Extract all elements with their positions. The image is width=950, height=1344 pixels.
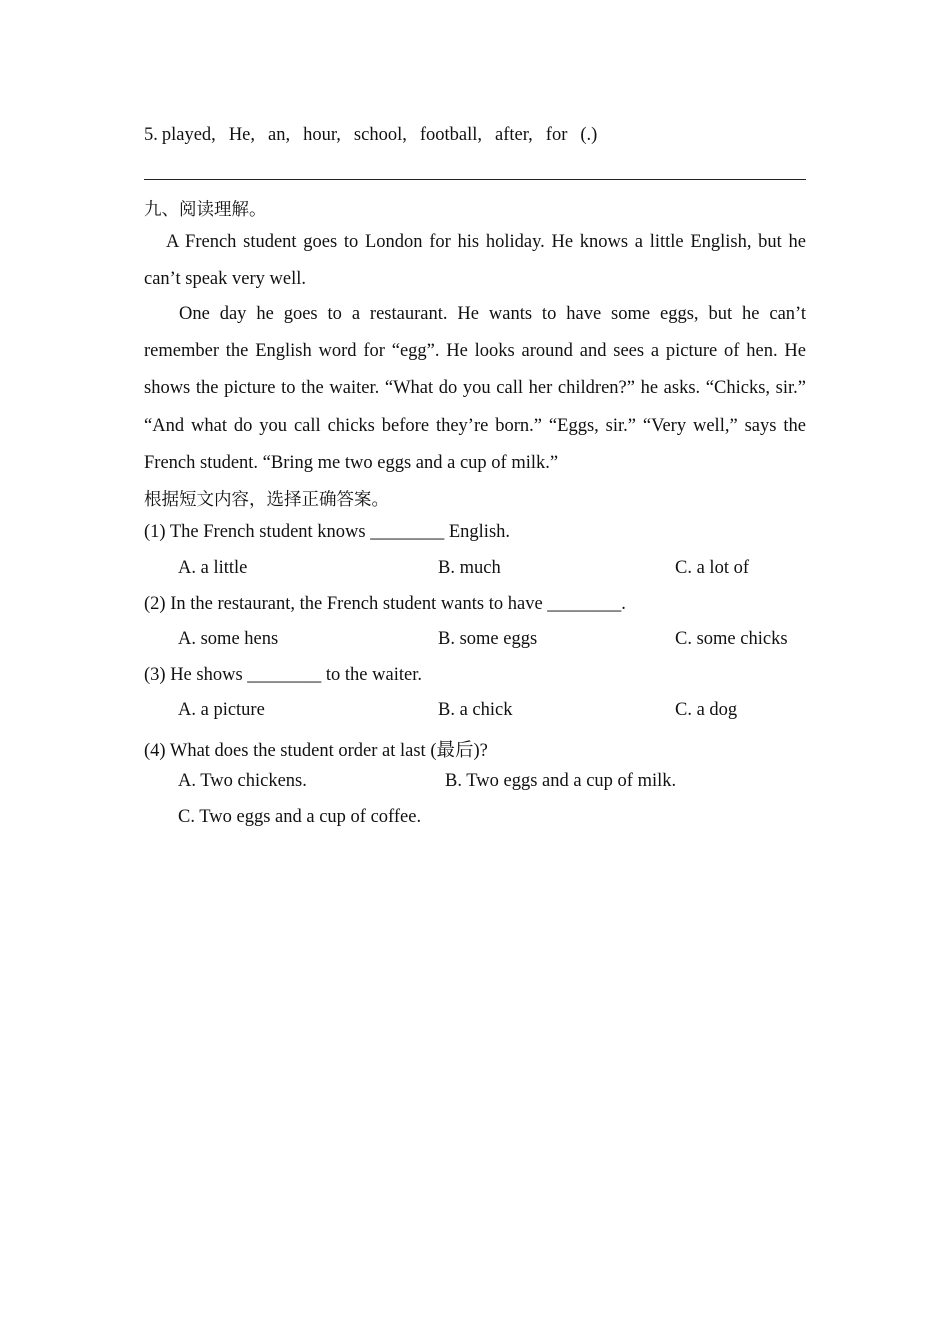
question-stem: (3) He shows ________ to the waiter. <box>144 665 422 685</box>
option-b: B. some eggs <box>438 629 538 649</box>
scramble-word: played, <box>161 125 216 145</box>
scramble-word: for <box>545 125 568 145</box>
scramble-word: after, <box>495 125 533 145</box>
option-c: C. Two eggs and a cup of coffee. <box>178 807 422 827</box>
question-stem: (1) The French student knows ________ English. <box>144 522 511 542</box>
word-scramble-question <box>144 125 610 146</box>
option-a: A. a little <box>178 558 248 578</box>
section-title: 九、阅读理解。 <box>144 200 267 220</box>
scramble-word: football, <box>419 125 483 145</box>
option-c: C. some chicks <box>675 629 788 649</box>
question-stem: (2) In the restaurant, the French student wants to have ________. <box>144 594 626 614</box>
option-a: A. Two chickens. <box>178 771 307 791</box>
scramble-word: (.) <box>580 125 598 145</box>
question-stem: (4) What does the student order at last (最后)? <box>144 741 488 761</box>
worksheet-page <box>144 0 806 1344</box>
option-c: C. a dog <box>675 700 738 720</box>
scramble-word: He, <box>228 125 256 145</box>
question-number: 5. <box>144 125 158 145</box>
passage-paragraph-1: A French student goes to London for his holiday. He knows a little English, but he can’t speak very well. <box>144 232 806 290</box>
scramble-word: hour, <box>303 125 341 145</box>
instruction: 根据短文内容，选择正确答案。 <box>144 490 389 510</box>
scramble-word: an, <box>268 125 291 145</box>
option-b: B. Two eggs and a cup of milk. <box>445 771 677 791</box>
option-a: A. a picture <box>178 700 265 720</box>
passage-paragraph-2: One day he goes to a restaurant. He wants to have some eggs, but he can’t remember the English word for “egg”. He looks around and sees a picture of hen. He shows the picture to the waiter. “What do you call her children?” he asks. “Chicks, sir.” “And what do you call chicks before they’re born.” “Eggs, sir.” “Very well,” says the French student. “Bring me two eggs and a cup of milk.” <box>144 304 806 473</box>
option-b: B. much <box>438 558 501 578</box>
option-b: B. a chick <box>438 700 513 720</box>
option-c: C. a lot of <box>675 558 749 578</box>
scramble-word: school, <box>353 125 407 145</box>
option-a: A. some hens <box>178 629 279 649</box>
answer-line <box>144 179 806 180</box>
